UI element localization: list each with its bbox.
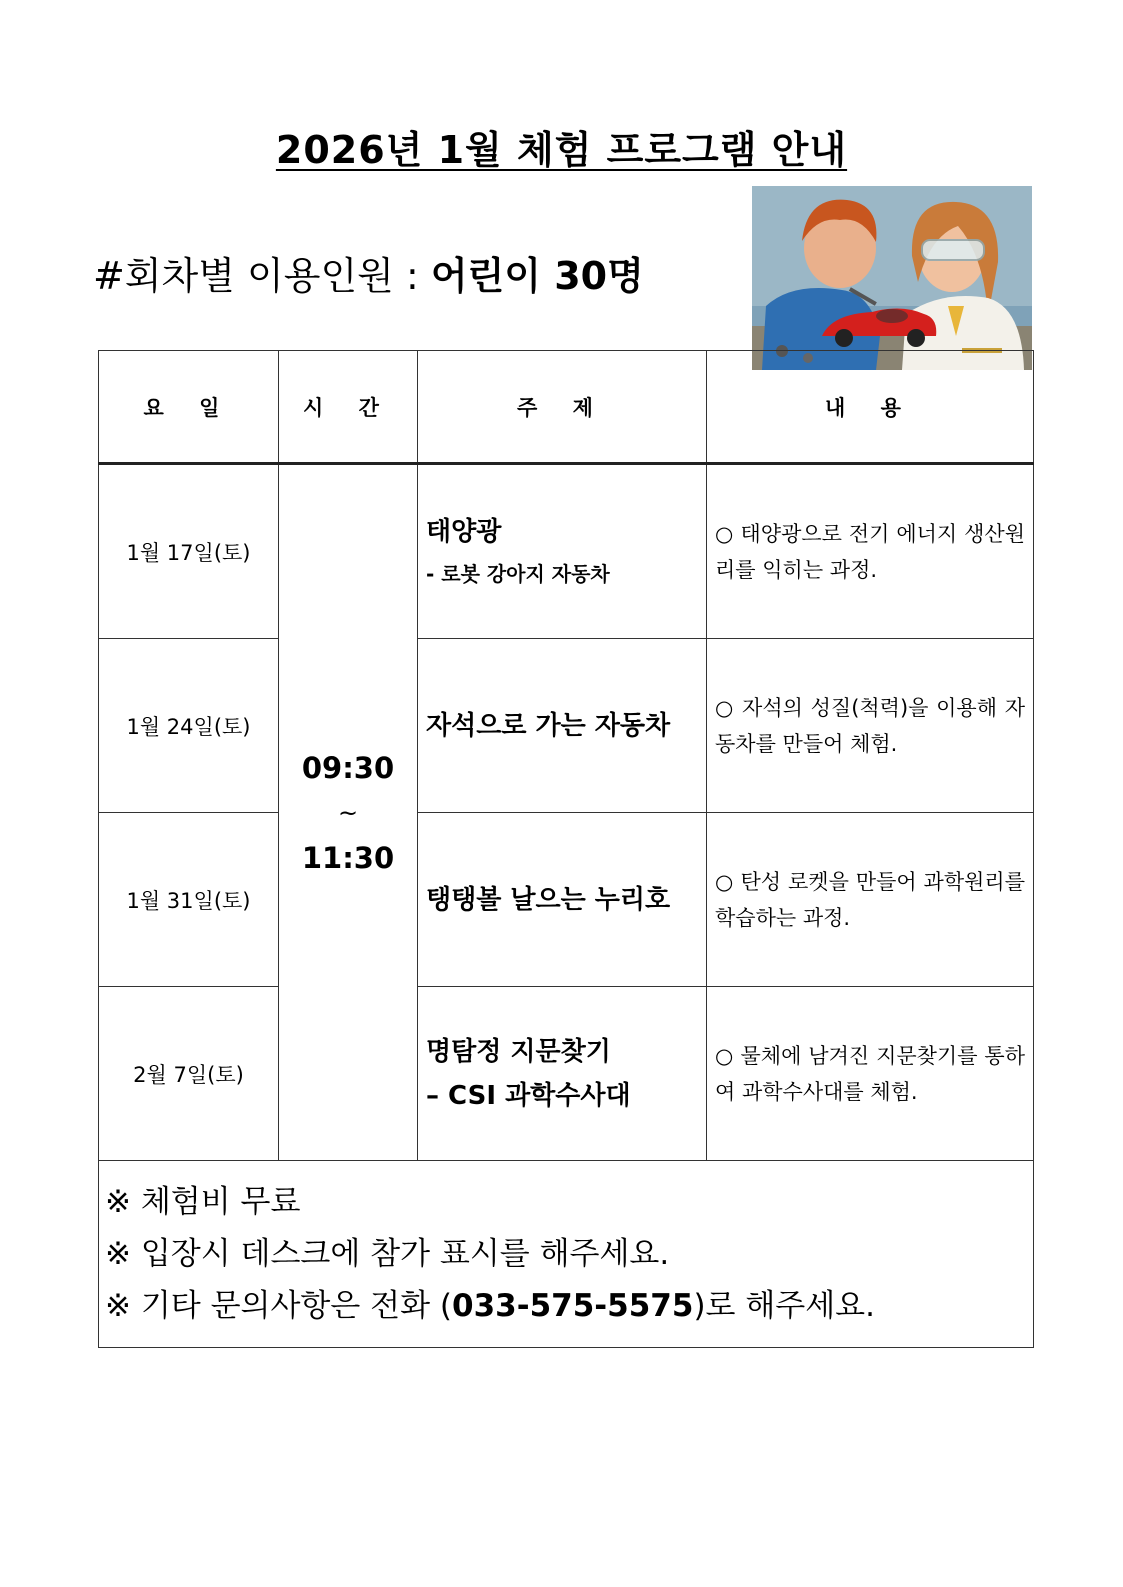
table-header-row — [99, 351, 1034, 464]
time-start: 09:30 — [301, 750, 395, 785]
topic-title: 태양광 — [426, 516, 502, 547]
notes-cell — [99, 1161, 1034, 1348]
row-description: ○ 탄성 로켓을 만들어 과학원리를 학습하는 과정. — [707, 813, 1034, 987]
header-topic: 주 제 — [418, 351, 707, 464]
time-separator: ~ — [337, 798, 359, 827]
table-row — [99, 813, 1034, 987]
children-building-toy-car-illustration — [752, 186, 1032, 370]
program-schedule-table — [98, 350, 1034, 1348]
program-time-cell — [279, 464, 418, 1161]
row-date: 1월 31일(토) — [99, 813, 279, 987]
row-description: ○ 태양광으로 전기 에너지 생산원리를 익히는 과정. — [707, 464, 1034, 639]
row-topic — [418, 639, 707, 813]
headcount-value: 어린이 30명 — [430, 254, 644, 298]
table-row — [99, 464, 1034, 639]
table-row — [99, 987, 1034, 1161]
topic-subtitle: – CSI 과학수사대 — [426, 1080, 631, 1111]
row-description: ○ 자석의 성질(척력)을 이용해 자동차를 만들어 체험. — [707, 639, 1034, 813]
topic-subtitle: - 로봇 강아지 자동차 — [426, 561, 610, 586]
row-topic — [418, 464, 707, 639]
headcount-label: #회차별 이용인원 : — [93, 254, 431, 298]
header-day: 요 일 — [99, 351, 279, 464]
topic-title: 자석으로 가는 자동차 — [426, 710, 671, 741]
header-time: 시 간 — [279, 351, 418, 464]
time-end: 11:30 — [301, 840, 395, 875]
contact-phone-number: 033-575-5575 — [452, 1288, 694, 1324]
topic-title: 명탐정 지문찾기 — [426, 1036, 611, 1067]
page-title: 2026년 1월 체험 프로그램 안내 — [275, 128, 848, 172]
note-entry: ※ 입장시 데스크에 참가 표시를 해주세요. — [105, 1236, 670, 1272]
headcount-line — [93, 248, 644, 304]
note-contact — [105, 1280, 1033, 1332]
row-date: 1월 24일(토) — [99, 639, 279, 813]
row-topic — [418, 813, 707, 987]
row-date: 2월 7일(토) — [99, 987, 279, 1161]
topic-title: 탱탱볼 날으는 누리호 — [426, 884, 671, 915]
note-contact-prefix: ※ 기타 문의사항은 전화 ( — [105, 1288, 452, 1324]
note-contact-suffix: )로 해주세요. — [693, 1288, 875, 1324]
note-fee: ※ 체험비 무료 — [105, 1184, 301, 1220]
row-topic — [418, 987, 707, 1161]
row-date: 1월 17일(토) — [99, 464, 279, 639]
header-content: 내 용 — [707, 351, 1034, 464]
row-description: ○ 물체에 남겨진 지문찾기를 통하여 과학수사대를 체험. — [707, 987, 1034, 1161]
table-row — [99, 639, 1034, 813]
notes-row — [99, 1161, 1034, 1348]
